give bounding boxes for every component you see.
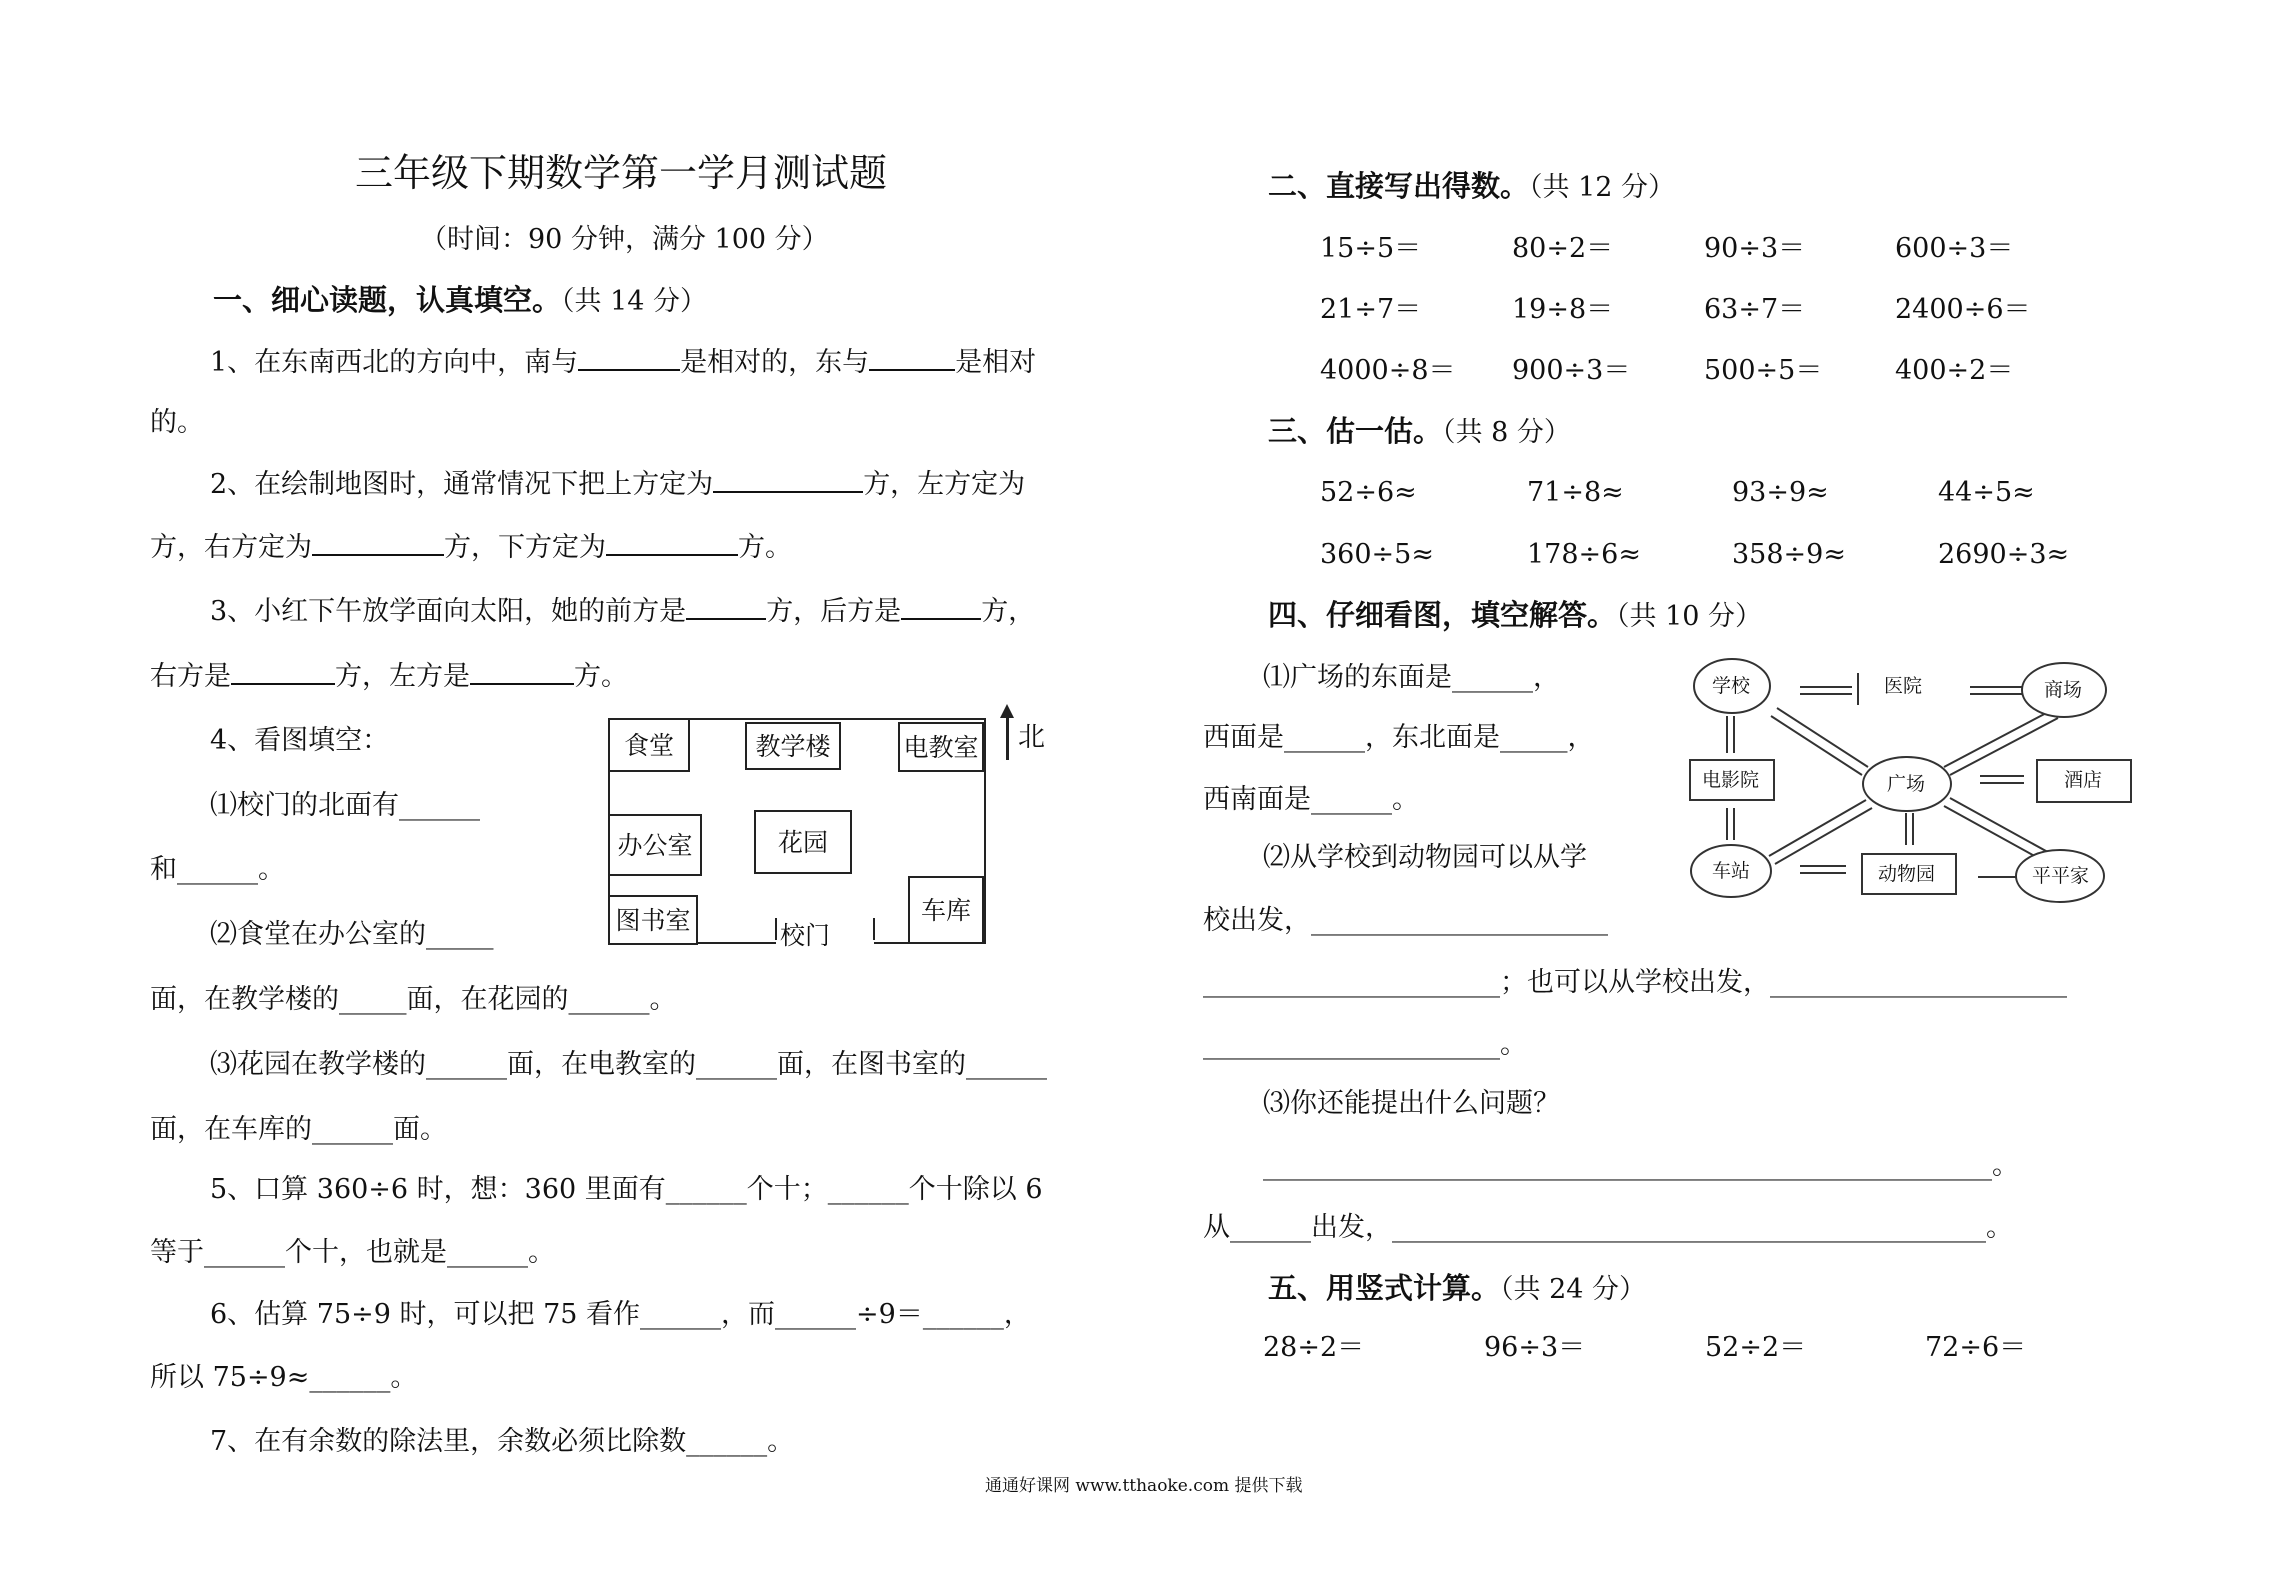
section-5-heading	[1268, 1270, 1646, 1308]
problem: 96÷3＝	[1484, 1332, 1586, 1363]
s4-q1-line-1: ⑴广场的东面是______，	[1263, 662, 1560, 693]
section-2-title: 二、直接写出得数。	[1268, 169, 1530, 203]
problem: 2400÷6＝	[1895, 294, 2031, 325]
problem: 4000÷8＝	[1320, 355, 1456, 386]
question-4-1-line-2: 和______。	[150, 854, 285, 885]
place-zoo: 动物园	[1878, 863, 1936, 885]
place-school: 学校	[1712, 675, 1751, 697]
room-canteen: 食堂	[608, 718, 690, 772]
problem: 28÷2＝	[1263, 1332, 1365, 1363]
q3-text-b: 方，后方是	[766, 596, 902, 627]
problem: 500÷5＝	[1704, 355, 1823, 386]
question-4-3-line-2: 面，在车库的______面。	[150, 1114, 447, 1145]
question-4-2-line-1: ⑵食堂在办公室的_____	[210, 919, 494, 950]
north-label: 北	[1018, 722, 1045, 753]
school-gate-label: 校门	[780, 921, 831, 950]
s4-q1-line-2: 西面是______，东北面是_____，	[1203, 722, 1595, 753]
section-5-score: （共 24 分）	[1500, 1274, 1647, 1305]
problem: 2690÷3≈	[1938, 539, 2070, 570]
s4-q2-line-4: ______________________。	[1203, 1029, 1527, 1060]
footer-text: 通通好课网 www.tthaoke.com 提供下载	[985, 1476, 1303, 1496]
question-4-1-line-1: ⑴校门的北面有______	[210, 790, 480, 821]
section-1-title: 一、细心读题，认真填空。	[213, 283, 562, 317]
q3-text-f: 方。	[574, 661, 628, 692]
q2-text-a: 2、在绘制地图时，通常情况下把上方定为	[210, 469, 714, 500]
place-mall: 商场	[2044, 679, 2083, 701]
q2-text-c: 方，右方定为	[150, 532, 312, 563]
s4-q2-line-3: ______________________；也可以从学校出发，______________________	[1203, 967, 2067, 998]
q1-text-a: 1、在东南西北的方向中，南与	[210, 347, 579, 378]
road	[1771, 716, 1862, 775]
problem: 360÷5≈	[1320, 539, 1434, 570]
section-4-title: 四、仔细看图，填空解答。	[1268, 598, 1617, 632]
place-cinema: 电影院	[1702, 769, 1760, 791]
question-6-line-1: 6、估算 75÷9 时，可以把 75 看作______，而______÷9＝______，	[210, 1299, 1031, 1330]
s4-q3-line-1: ______________________________________________________。	[1263, 1150, 2019, 1181]
q1-text-c: 是相对	[955, 347, 1037, 378]
problem: 90÷3＝	[1704, 233, 1806, 264]
question-6-line-2: 所以 75÷9≈______。	[150, 1362, 418, 1393]
problem: 72÷6＝	[1925, 1332, 2027, 1363]
place-pingping-home: 平平家	[2032, 865, 2090, 887]
q3-text-d: 右方是	[150, 661, 231, 692]
q3-text-e: 方，左方是	[335, 661, 470, 692]
place-hospital: 医院	[1884, 675, 1923, 697]
road	[1777, 708, 1868, 767]
room-media-room: 电教室	[898, 722, 984, 772]
place-square: 广场	[1887, 773, 1926, 795]
problem: 52÷2＝	[1705, 1332, 1807, 1363]
q2-text-d: 方，下方定为	[444, 532, 606, 563]
section-1-score: （共 14 分）	[561, 286, 708, 317]
room-garden: 花园	[754, 810, 852, 874]
problem: 80÷2＝	[1512, 233, 1614, 264]
section-3-title: 三、估一估。	[1268, 414, 1443, 448]
problem: 900÷3＝	[1512, 355, 1631, 386]
section-5-title: 五、用竖式计算。	[1268, 1271, 1501, 1305]
problem: 52÷6≈	[1320, 477, 1417, 508]
s4-q2-line-2: 校出发，______________________	[1203, 905, 1608, 936]
q2-text-e: 方。	[738, 532, 792, 563]
room-office: 办公室	[608, 814, 702, 876]
q3-text-a: 3、小红下午放学面向太阳，她的前方是	[210, 596, 687, 627]
s4-q3-line-2: 从______出发，____________________________________________。	[1203, 1212, 2013, 1243]
road	[1950, 798, 2055, 856]
question-1-line-2: 的。	[150, 407, 204, 438]
road	[1944, 710, 2052, 767]
question-7: 7、在有余数的除法里，余数必须比除数______。	[210, 1426, 795, 1457]
section-4-score: （共 10 分）	[1616, 601, 1763, 632]
problem: 93÷9≈	[1732, 477, 1829, 508]
problem: 178÷6≈	[1527, 539, 1641, 570]
q2-text-b: 方，左方定为	[863, 469, 1026, 500]
place-hotel: 酒店	[2064, 769, 2103, 791]
question-4-3-line-1: ⑶花园在教学楼的______面，在电教室的______面，在图书室的______	[210, 1049, 1047, 1080]
problem: 71÷8≈	[1527, 477, 1624, 508]
problem: 15÷5＝	[1320, 233, 1422, 264]
question-5-line-2: 等于______个十，也就是______。	[150, 1237, 555, 1268]
problem: 63÷7＝	[1704, 294, 1806, 325]
s4-q2-line-1: ⑵从学校到动物园可以从学	[1263, 842, 1587, 873]
road	[1775, 808, 1872, 864]
room-garage: 车库	[908, 876, 984, 944]
problem: 400÷2＝	[1895, 355, 2014, 386]
question-4-2-line-2: 面，在教学楼的_____面，在花园的______。	[150, 984, 677, 1015]
problem: 358÷9≈	[1732, 539, 1846, 570]
place-station: 车站	[1712, 860, 1751, 882]
s4-q3-label: ⑶你还能提出什么问题？	[1263, 1088, 1560, 1119]
room-teaching-building: 教学楼	[745, 722, 841, 770]
q1-text-b: 是相对的，东与	[680, 347, 870, 378]
question-4-label: 4、看图填空：	[210, 725, 390, 756]
page-title: 三年级下期数学第一学月测试题	[355, 151, 888, 195]
question-5-line-1: 5、口算 360÷6 时，想：360 里面有______个十；______个十除以 6	[210, 1174, 1043, 1205]
s4-q1-line-3: 西南面是______。	[1203, 784, 1419, 815]
problem: 21÷7＝	[1320, 294, 1422, 325]
q3-text-c: 方，	[981, 596, 1036, 627]
section-2-score: （共 12 分）	[1529, 172, 1676, 203]
page-subtitle: （时间：90 分钟，满分 100 分）	[420, 224, 829, 255]
problem: 44÷5≈	[1938, 477, 2035, 508]
problem: 19÷8＝	[1512, 294, 1614, 325]
road	[1769, 800, 1866, 856]
problem: 600÷3＝	[1895, 233, 2014, 264]
section-3-score: （共 8 分）	[1442, 417, 1571, 448]
room-library: 图书室	[608, 895, 698, 945]
